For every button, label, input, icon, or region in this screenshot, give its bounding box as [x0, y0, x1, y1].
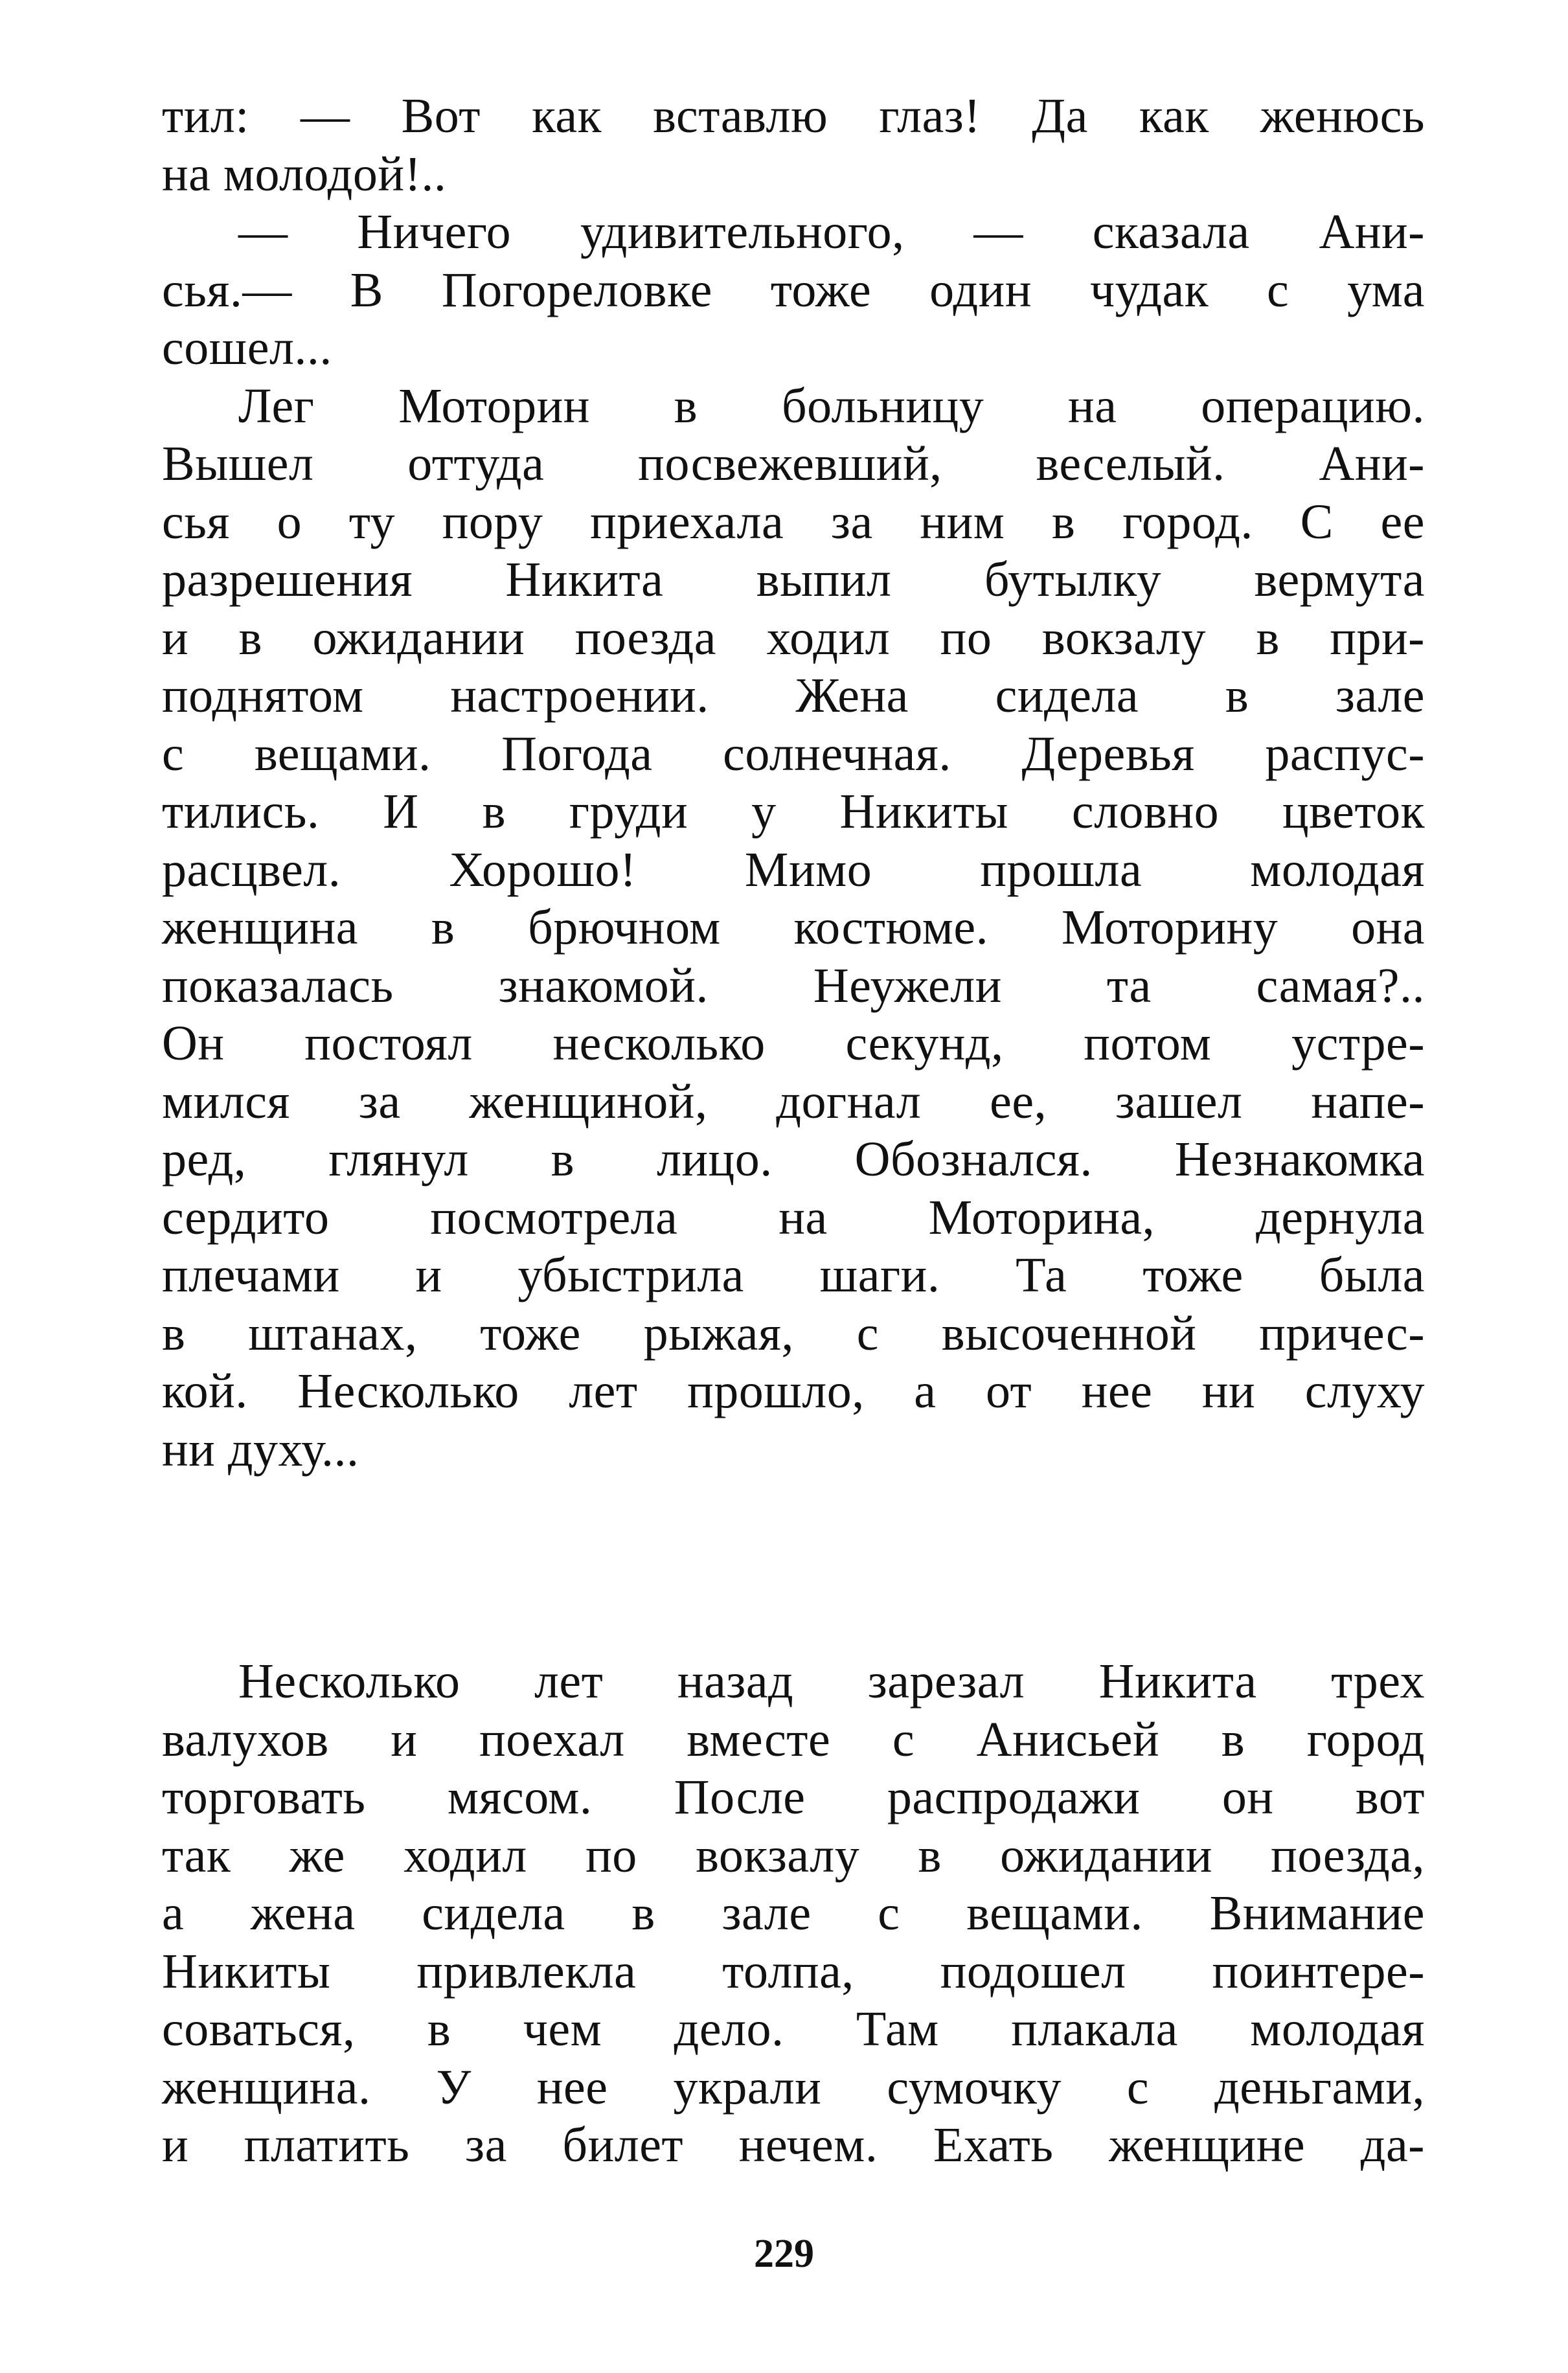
text-line: сья о ту пору приехала за ним в город. С ее: [162, 494, 1425, 549]
text-line: Лег Моторин в больницу на операцию.: [238, 378, 1425, 433]
text-line: женщина в брючном костюме. Моторину она: [162, 900, 1425, 955]
text-line: Вышел оттуда посвежевший, веселый. Ани-: [162, 437, 1425, 491]
text-line: поднятом настроении. Жена сидела в зале: [162, 668, 1425, 723]
text-line: показалась знакомой. Неужели та самая?..: [162, 958, 1425, 1013]
text-line: женщина. У нее украли сумочку с деньгами,: [162, 2060, 1425, 2115]
text-line: в штанах, тоже рыжая, с высоченной причес-: [162, 1306, 1425, 1361]
text-line: — Ничего удивительного, — сказала Ани-: [238, 205, 1425, 259]
text-line: сошел...: [162, 321, 332, 375]
section-break: [162, 1479, 1425, 1653]
text-line: ред, глянул в лицо. Обознался. Незнакомка: [162, 1132, 1425, 1186]
text-line: плечами и убыстрила шаги. Та тоже была: [162, 1248, 1425, 1302]
text-line: а жена сидела в зале с вещами. Внимание: [162, 1886, 1425, 1940]
text-line: Он постоял несколько секунд, потом устре-: [162, 1016, 1425, 1071]
text-line: с вещами. Погода солнечная. Деревья распус-: [162, 726, 1425, 781]
text-line: Никиты привлекла толпа, подошел поинтере-: [162, 1944, 1425, 1999]
text-line: и платить за билет нечем. Ехать женщине да-: [162, 2118, 1425, 2172]
text-line: кой. Несколько лет прошло, а от нее ни слуху: [162, 1364, 1425, 1418]
text-line: ни духу...: [162, 1422, 359, 1477]
text-line: и в ожидании поезда ходил по вокзалу в при-: [162, 610, 1425, 665]
text-line: Несколько лет назад зарезал Никита трех: [238, 1654, 1425, 1709]
text-line: на молодой!..: [162, 146, 447, 201]
text-line: расцвел. Хорошо! Мимо прошла молодая: [162, 842, 1425, 897]
text-line: сердито посмотрела на Моторина, дернула: [162, 1190, 1425, 1245]
text-line: соваться, в чем дело. Там плакала молодая: [162, 2002, 1425, 2056]
text-line: валухов и поехал вместе с Анисьей в город: [162, 1712, 1425, 1767]
page-text: [162, 87, 1425, 2175]
page-number: 229: [754, 2232, 814, 2276]
text-line: разрешения Никита выпил бутылку вермута: [162, 552, 1425, 607]
text-line: тил: — Вот как вставлю глаз! Да как женюсь: [162, 89, 1425, 143]
text-line: мился за женщиной, догнал ее, зашел напе-: [162, 1074, 1425, 1129]
text-line: торговать мясом. После распродажи он вот: [162, 1770, 1425, 1824]
text-line: тились. И в груди у Никиты словно цветок: [162, 784, 1425, 839]
text-line: сья.— В Погореловке тоже один чудак с ума: [162, 262, 1425, 317]
text-line: так же ходил по вокзалу в ожидании поезда,: [162, 1828, 1425, 1883]
